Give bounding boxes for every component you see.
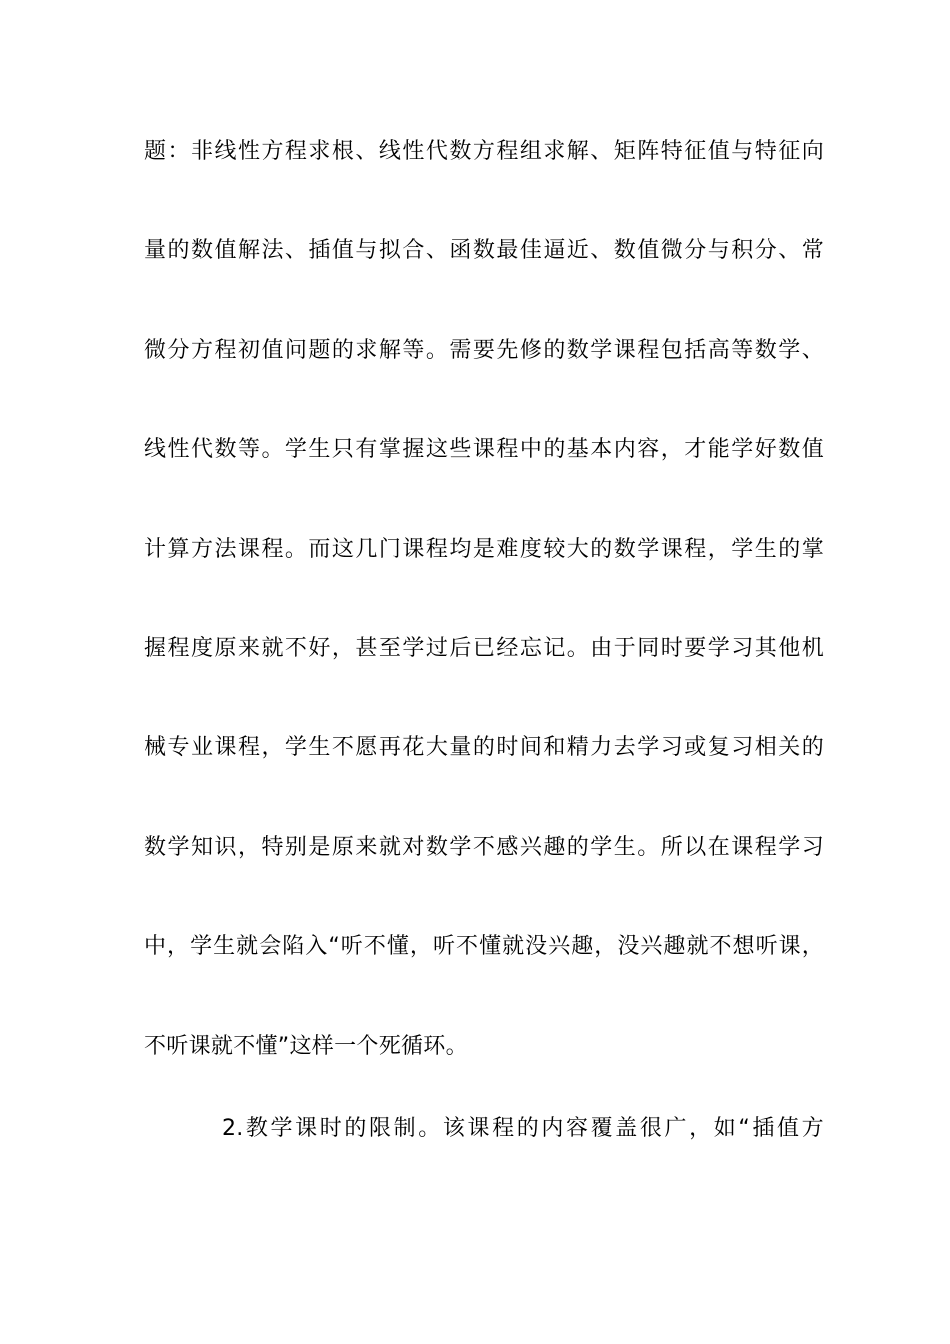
paragraph-line: 不听课就不懂”这样一个死循环。	[144, 1034, 468, 1059]
section-heading-line: 2.教学课时的限制。该课程的内容覆盖很广，如“插值方	[222, 1116, 824, 1141]
paragraph-line: 械专业课程，学生不愿再花大量的时间和精力去学习或复习相关的	[144, 735, 824, 760]
paragraph-line: 题：非线性方程求根、线性代数方程组求解、矩阵特征值与特征向	[144, 139, 824, 164]
paragraph-line: 微分方程初值问题的求解等。需要先修的数学课程包括高等数学、	[144, 338, 824, 363]
paragraph-line: 计算方法课程。而这几门课程均是难度较大的数学课程，学生的掌	[144, 537, 824, 562]
paragraph-line: 数学知识，特别是原来就对数学不感兴趣的学生。所以在课程学习	[144, 835, 824, 860]
paragraph-line: 量的数值解法、插值与拟合、函数最佳逼近、数值微分与积分、常	[144, 238, 824, 263]
paragraph-line: 握程度原来就不好，甚至学过后已经忘记。由于同时要学习其他机	[144, 636, 824, 661]
paragraph-line: 线性代数等。学生只有掌握这些课程中的基本内容，才能学好数值	[144, 437, 824, 462]
paragraph-line: 中，学生就会陷入“听不懂，听不懂就没兴趣，没兴趣就不想听课，	[144, 934, 824, 959]
